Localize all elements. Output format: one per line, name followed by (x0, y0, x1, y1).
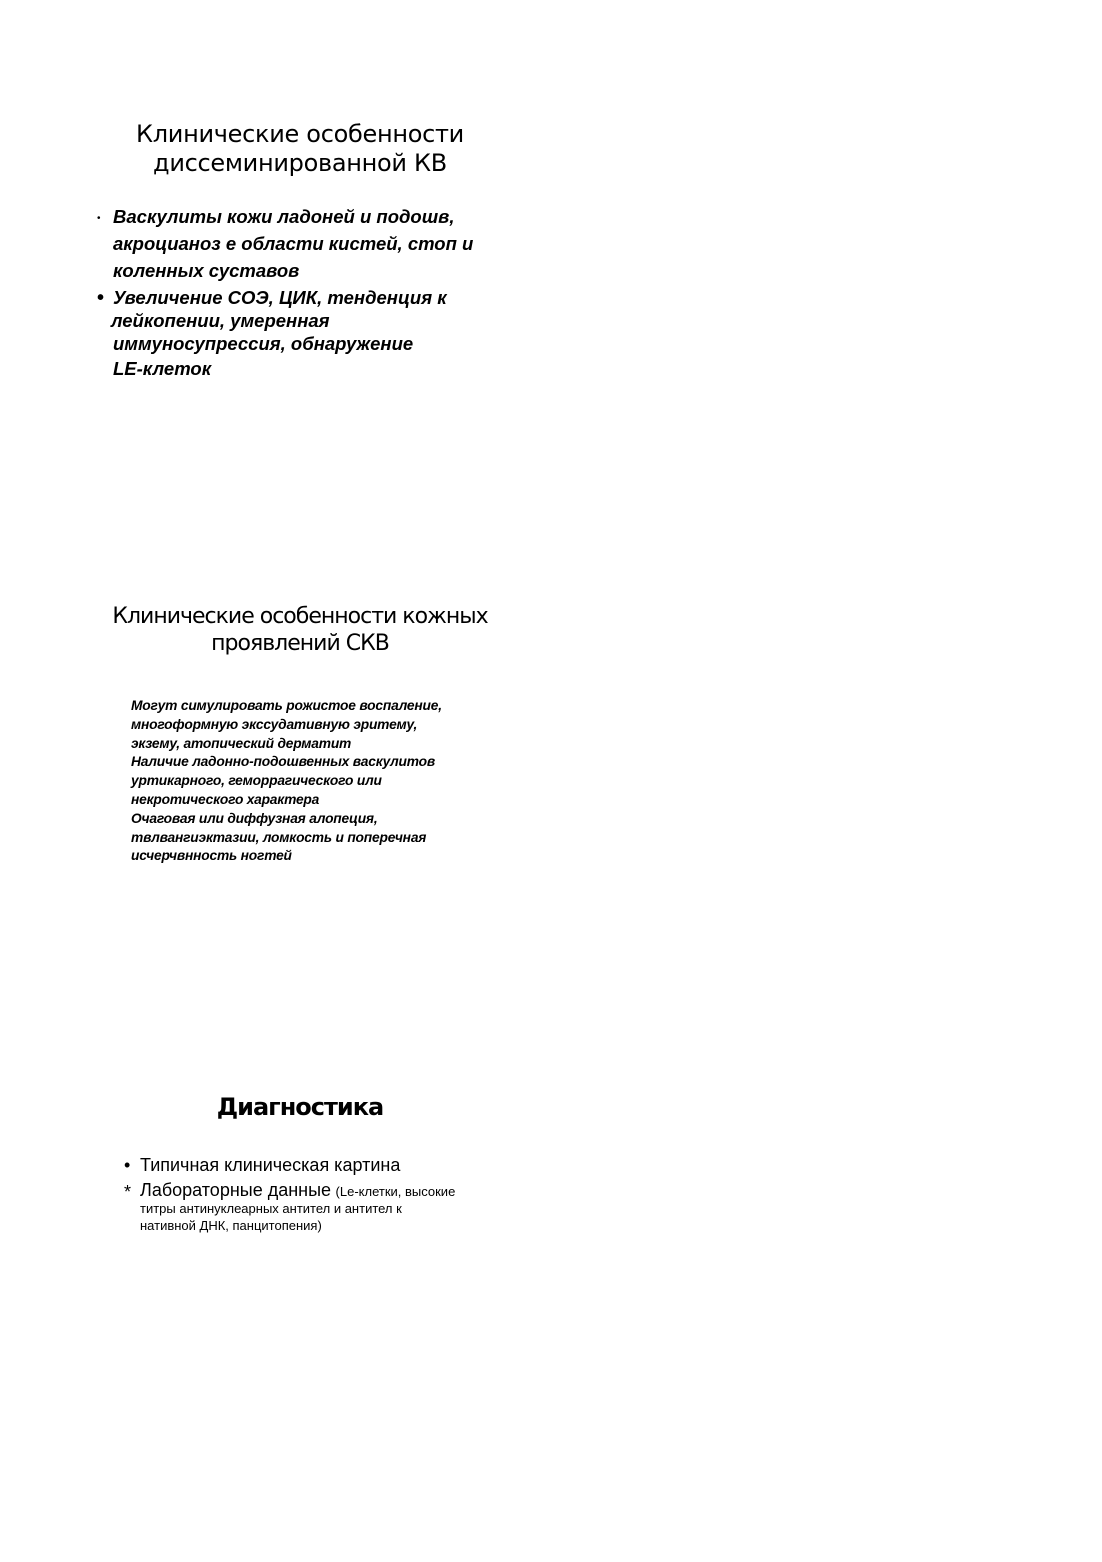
slide2-body-line: Могут симулировать рожистое воспаление, (131, 698, 442, 713)
slide2-body (131, 697, 491, 866)
slide2-body-line: твлвангиэктазии, ломкость и поперечная (131, 829, 427, 845)
slide2-title-line2: проявлений СКВ (211, 631, 389, 656)
slide1-bullet2-line: Увеличение СОЭ, ЦИК, тенденция к (113, 287, 447, 308)
slide3-bullet1: Типичная клиническая картина (140, 1155, 401, 1175)
slide3-bullet2-main: Лабораторные данные (140, 1180, 332, 1200)
slide1-title-line1: Клинические особенности (136, 120, 464, 148)
slide2-body-line: Наличие ладонно-подошвенных васкулитов (131, 754, 435, 770)
slide2-body-line: Очаговая или диффузная алопеция, (131, 810, 378, 826)
slide1-bullet1 (113, 203, 513, 284)
bullet-mark: • (124, 1155, 131, 1175)
slide2-title (100, 603, 500, 657)
slide3-bullet2 (140, 1182, 500, 1234)
slide3-title: Диагностика (216, 1093, 384, 1121)
slide1-bullet1-line: акроцианоз е области кистей, стоп и (113, 233, 474, 254)
bullet-mark: • (97, 213, 101, 224)
slide2-body-line: многоформную экссудативную эритему, (131, 716, 418, 732)
slide1-title-line2: диссеминированной КВ (153, 149, 447, 177)
slide1-title (100, 120, 500, 178)
slide1-bullet2-line: иммуносупрессия, обнаружение (113, 333, 414, 354)
slide2-body-line: уртикарного, геморрагического или (131, 773, 382, 789)
slide2-body-line: экзему, атопический дерматит (131, 735, 352, 751)
slide1-bullet2-line: LE-клеток (113, 358, 212, 379)
slide2-body-line: исчерчвнность ногтей (131, 848, 292, 864)
asterisk-mark: * (124, 1182, 132, 1202)
slide3-bullet2-detail: нативной ДНК, панцитопения) (140, 1218, 322, 1233)
slide2-body-line: некротического характера (131, 791, 320, 807)
bullet-mark: • (97, 287, 105, 309)
slide3-bullet2-detail: титры антинуклеарных антител и антител к (140, 1201, 402, 1216)
slide2-title-line1: Клинические особенности кожных (112, 604, 488, 629)
slide1-bullet1-line: Васкулиты кожи ладоней и подошв, (113, 206, 455, 227)
slide1-bullet2-line: лейкопении, умеренная (111, 310, 330, 331)
slide1-bullet2 (113, 286, 513, 380)
slide3-bullet2-detail: (Le-клетки, высокие (335, 1184, 456, 1199)
slide1-bullet1-line: коленных суставов (113, 260, 300, 281)
